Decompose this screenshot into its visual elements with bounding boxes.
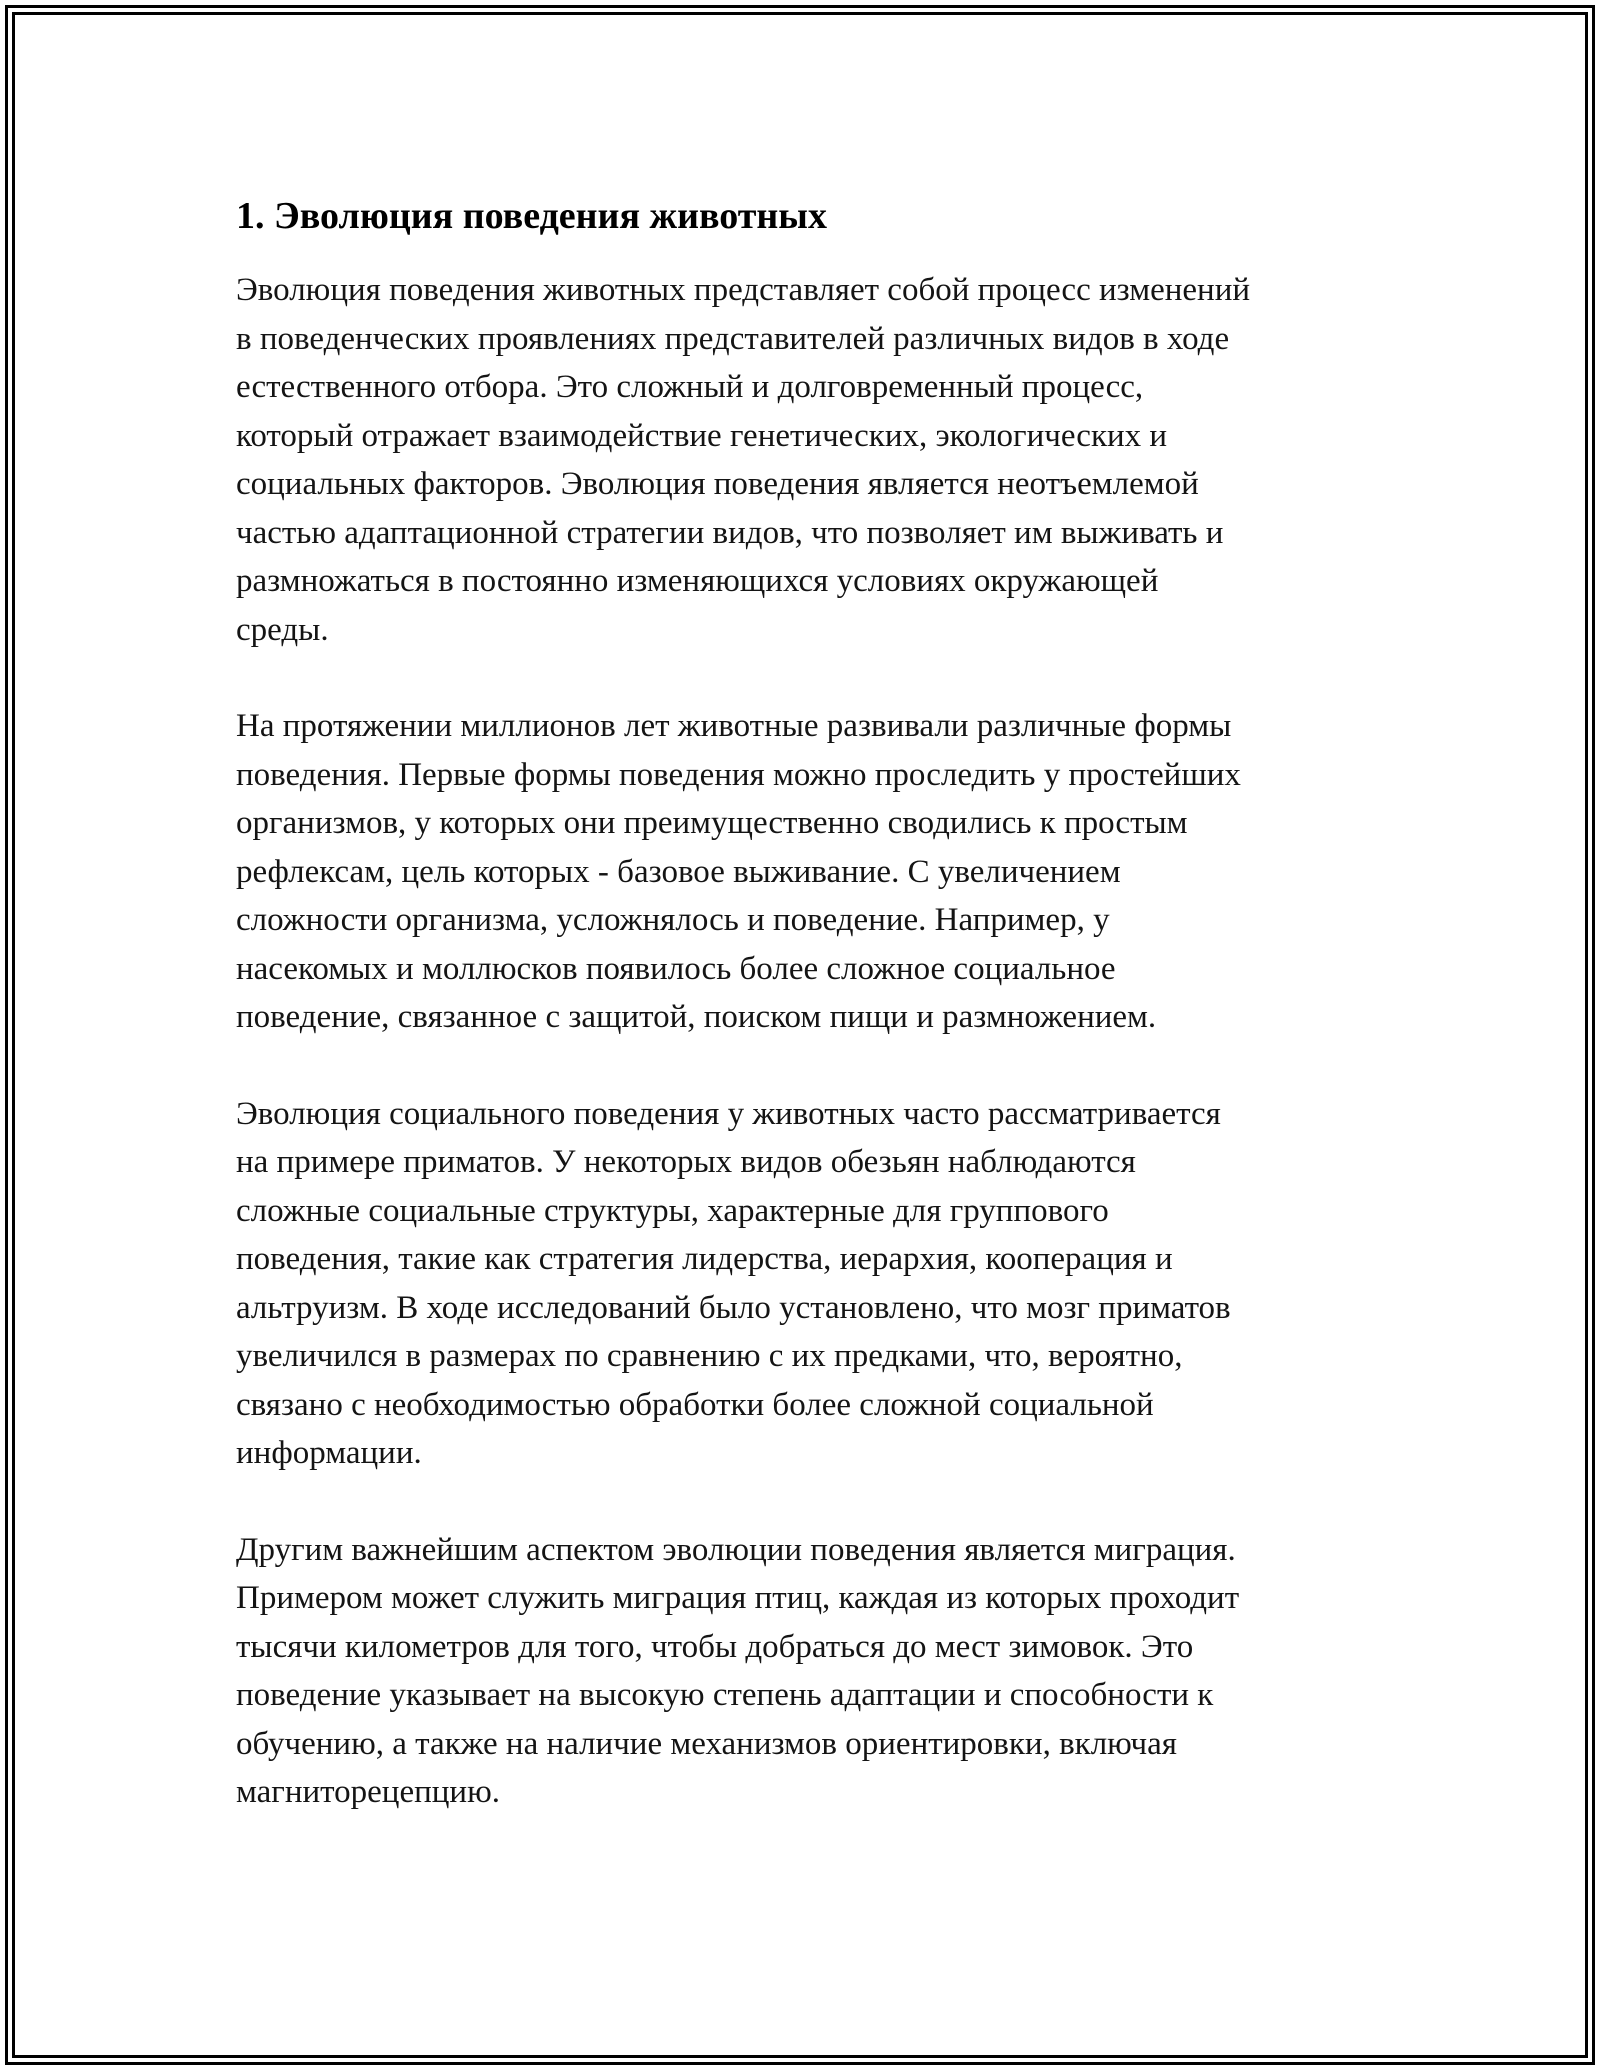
text-line: Другим важнейшим аспектом эволюции поведения является миграция. (236, 1531, 1236, 1568)
text-line: на примере приматов. У некоторых видов обезьян наблюдаются (236, 1144, 1136, 1180)
text-line: Эволюция поведения животных представляет собой процесс изменений (236, 272, 1251, 308)
paragraph-intro (236, 266, 1386, 654)
text-line: магниторецепцию. (236, 1774, 500, 1810)
text-line: размножаться в постоянно изменяющихся условиях окружающей (236, 563, 1159, 599)
text-line: тысячи километров для того, чтобы добраться до мест зимовок. Это (236, 1628, 1194, 1665)
section-heading: 1. Эволюция поведения животных (236, 195, 827, 237)
text-line: увеличился в размерах по сравнению с их предками, что, вероятно, (236, 1338, 1183, 1374)
text-line: поведения, такие как стратегия лидерства, иерархия, кооперация и (236, 1241, 1173, 1277)
text-line: сложности организма, усложнялось и поведение. Например, у (236, 902, 1110, 938)
text-line: в поведенческих проявлениях представителей различных видов в ходе (236, 320, 1230, 357)
text-line: информации. (236, 1435, 422, 1471)
paragraph-migration (236, 1526, 1386, 1817)
text-line: организмов, у которых они преимущественно сводились к простым (236, 805, 1188, 841)
text-line: который отражает взаимодействие генетических, экологических и (236, 417, 1168, 454)
text-line: сложные социальные структуры, характерные для группового (236, 1192, 1109, 1229)
text-line: естественного отбора. Это сложный и долговременный процесс, (236, 369, 1144, 405)
paragraph-history (236, 702, 1386, 1042)
text-line: поведения. Первые формы поведения можно проследить у простейших (236, 756, 1241, 793)
text-line: поведение, связанное с защитой, поиском пищи и размножением. (236, 999, 1157, 1035)
paragraph-social-behavior (236, 1090, 1386, 1478)
text-line: поведение указывает на высокую степень адаптации и способности к (236, 1677, 1214, 1713)
text-line: среды. (236, 611, 329, 648)
text-line: частью адаптационной стратегии видов, что позволяет им выживать и (236, 514, 1224, 551)
text-line: альтруизм. В ходе исследований было установлено, что мозг приматов (236, 1289, 1231, 1326)
text-line: связано с необходимостью обработки более сложной социальной (236, 1386, 1154, 1423)
document-body (236, 190, 1386, 1865)
text-line: Примером может служить миграция птиц, каждая из которых проходит (236, 1580, 1240, 1616)
text-line: насекомых и моллюсков появилось более сложное социальное (236, 950, 1116, 987)
text-line: социальных факторов. Эволюция поведения является неотъемлемой (236, 466, 1199, 502)
text-line: обучению, а также на наличие механизмов ориентировки, включая (236, 1725, 1177, 1762)
text-line: рефлексам, цель которых - базовое выживание. С увеличением (236, 853, 1121, 890)
text-line: Эволюция социального поведения у животных часто рассматривается (236, 1095, 1221, 1132)
text-line: На протяжении миллионов лет животные развивали различные формы (236, 708, 1232, 744)
